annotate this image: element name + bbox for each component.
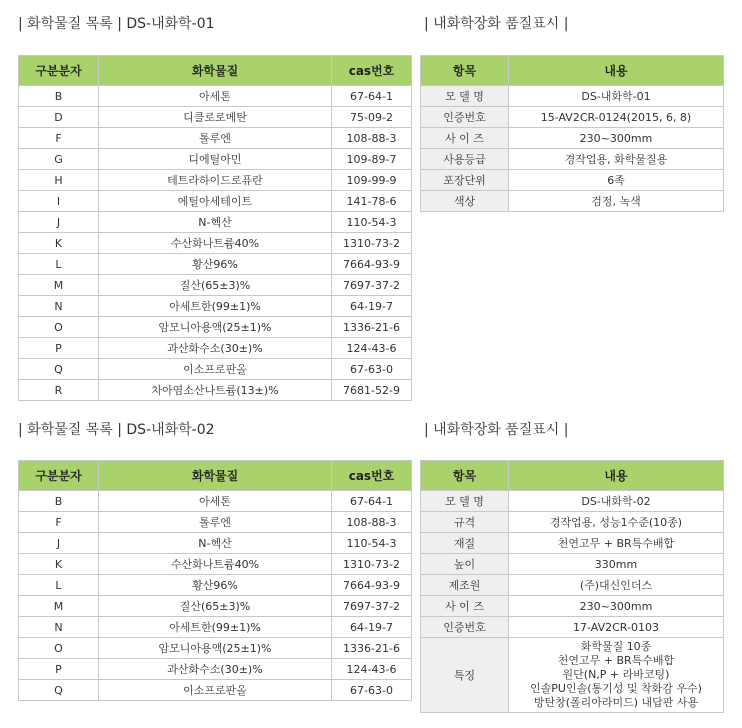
col-header-item: 항목 [421,461,509,491]
category-cell: J [19,533,99,554]
table-row [421,170,724,191]
cas-number-cell: 67-64-1 [332,86,412,107]
item-value-cell: 230~300mm [509,596,724,617]
category-cell: Q [19,359,99,380]
category-cell: F [19,128,99,149]
category-cell: B [19,86,99,107]
item-label-cell: 높이 [421,554,509,575]
table-row [421,596,724,617]
feature-line: 천연고무 + BR특수배합 [557,654,675,667]
chemical-cell: 질산(65±3)% [99,596,332,617]
category-cell: D [19,107,99,128]
cas-number-cell: 67-64-1 [332,491,412,512]
chemical-cell: 이소프로판올 [99,359,332,380]
cas-number-cell: 64-19-7 [332,617,412,638]
quality-label-1-table [420,55,724,212]
chemical-list-1-table [18,55,412,401]
feature-line: 인솔PU인솔(통기성 및 착화감 우수) [530,682,702,695]
table-row [421,86,724,107]
cas-number-cell: 67-63-0 [332,359,412,380]
item-label-cell: 포장단위 [421,170,509,191]
cas-number-cell: 108-88-3 [332,128,412,149]
item-label-cell: 사 이 즈 [421,596,509,617]
chemical-cell: 아세톤 [99,86,332,107]
table-row [19,233,412,254]
item-value-cell: 검정, 녹색 [509,191,724,212]
feature-line: 화학물질 10종 [580,640,652,653]
chemical-cell: 차아염소산나트륨(13±)% [99,380,332,401]
table-row [19,128,412,149]
category-cell: O [19,638,99,659]
table-row [421,149,724,170]
table-row [421,128,724,149]
chemical-cell: 아세트한(99±1)% [99,296,332,317]
cas-number-cell: 1336-21-6 [332,317,412,338]
table-row [421,575,724,596]
category-cell: B [19,491,99,512]
quality-label-2-table [420,460,724,713]
chemical-cell: 수산화나트륨40% [99,233,332,254]
table-row [19,86,412,107]
cas-number-cell: 1336-21-6 [332,638,412,659]
chemical-cell: 아세톤 [99,491,332,512]
item-value-cell: 천연고무 + BR특수배합 [509,533,724,554]
chemical-cell: N-헥산 [99,212,332,233]
category-cell: N [19,617,99,638]
table-row [19,659,412,680]
category-cell: G [19,149,99,170]
cas-number-cell: 110-54-3 [332,533,412,554]
item-value-cell: 6족 [509,170,724,191]
chemical-cell: 톨루엔 [99,512,332,533]
cas-number-cell: 109-89-7 [332,149,412,170]
chemical-cell: 수산화나트륨40% [99,554,332,575]
category-cell: J [19,212,99,233]
item-value-cell: DS-내화학-01 [509,86,724,107]
item-label-cell: 색상 [421,191,509,212]
category-cell: P [19,338,99,359]
col-header-cas: cas번호 [332,461,412,491]
chemical-cell: 아세트한(99±1)% [99,617,332,638]
cas-number-cell: 7681-52-9 [332,380,412,401]
table-row [19,533,412,554]
table-row [19,380,412,401]
table-row [19,317,412,338]
item-label-cell: 모 델 명 [421,86,509,107]
category-cell: L [19,575,99,596]
category-cell: F [19,512,99,533]
table-row [19,575,412,596]
item-value-cell: DS-내화학-02 [509,491,724,512]
chemical-list-2-title: | 화학물질 목록 | DS-내화학-02 [18,422,215,438]
table-row [421,107,724,128]
cas-number-cell: 124-43-6 [332,338,412,359]
col-header-item: 항목 [421,56,509,86]
chemical-cell: N-헥산 [99,533,332,554]
item-label-cell: 사용등급 [421,149,509,170]
item-label-cell: 재질 [421,533,509,554]
cas-number-cell: 108-88-3 [332,512,412,533]
chemical-cell: 테트라하이드로퓨란 [99,170,332,191]
cas-number-cell: 141-78-6 [332,191,412,212]
chemical-cell: 질산(65±3)% [99,275,332,296]
col-header-chemical: 화학물질 [99,56,332,86]
col-header-cas: cas번호 [332,56,412,86]
cas-number-cell: 64-19-7 [332,296,412,317]
item-value-cell: 330mm [509,554,724,575]
chemical-cell: 에틸아세테이트 [99,191,332,212]
chemical-cell: 톨루엔 [99,128,332,149]
table-row [19,275,412,296]
col-header-category: 구분분자 [19,461,99,491]
table-row [19,149,412,170]
col-header-chemical: 화학물질 [99,461,332,491]
category-cell: H [19,170,99,191]
category-cell: R [19,380,99,401]
feature-line: 방탄창(폴리아라미드) 내답판 사용 [533,696,699,709]
category-cell: K [19,554,99,575]
item-value-cell: 230~300mm [509,128,724,149]
chemical-cell: 과산화수소(30±)% [99,338,332,359]
chemical-cell: 암모니아용액(25±1)% [99,638,332,659]
table-row [19,338,412,359]
cas-number-cell: 67-63-0 [332,680,412,701]
chemical-cell: 디에틸아민 [99,149,332,170]
item-label-cell: 모 델 명 [421,491,509,512]
item-value-cell: 경작업용, 성능1수준(10종) [509,512,724,533]
item-label-cell: 제조원 [421,575,509,596]
cas-number-cell: 110-54-3 [332,212,412,233]
item-value-cell: 15-AV2CR-0124(2015, 6, 8) [509,107,724,128]
table-row [19,107,412,128]
cas-number-cell: 7664-93-9 [332,575,412,596]
category-cell: M [19,275,99,296]
features-label: 특징 [421,638,509,713]
cas-number-cell: 7697-37-2 [332,275,412,296]
feature-line: 원단(N,P + 라바코팅) [562,668,670,681]
category-cell: N [19,296,99,317]
table-row [19,596,412,617]
cas-number-cell: 1310-73-2 [332,233,412,254]
table-row [19,491,412,512]
table-row [19,191,412,212]
col-header-content: 내용 [509,461,724,491]
category-cell: Q [19,680,99,701]
cas-number-cell: 124-43-6 [332,659,412,680]
table-row [19,617,412,638]
item-label-cell: 인증번호 [421,107,509,128]
chemical-cell: 디클로로메탄 [99,107,332,128]
chemical-cell: 황산96% [99,254,332,275]
item-label-cell: 사 이 즈 [421,128,509,149]
table-row [421,512,724,533]
table-row [19,212,412,233]
col-header-content: 내용 [509,56,724,86]
item-value-cell: (주)대신인더스 [509,575,724,596]
item-label-cell: 규격 [421,512,509,533]
category-cell: P [19,659,99,680]
chemical-list-2-table [18,460,412,701]
table-row [421,491,724,512]
table-row [19,638,412,659]
category-cell: O [19,317,99,338]
table-row [19,680,412,701]
table-row [421,554,724,575]
table-row [19,296,412,317]
cas-number-cell: 1310-73-2 [332,554,412,575]
category-cell: M [19,596,99,617]
quality-label-2-title: | 내화학장화 품질표시 | [424,422,569,438]
chemical-cell: 과산화수소(30±)% [99,659,332,680]
item-value-cell: 17-AV2CR-0103 [509,617,724,638]
table-row [19,554,412,575]
category-cell: I [19,191,99,212]
category-cell: K [19,233,99,254]
table-row [19,170,412,191]
cas-number-cell: 75-09-2 [332,107,412,128]
cas-number-cell: 7697-37-2 [332,596,412,617]
table-row [19,254,412,275]
chemical-list-1-title: | 화학물질 목록 | DS-내화학-01 [18,16,215,32]
cas-number-cell: 7664-93-9 [332,254,412,275]
cas-number-cell: 109-99-9 [332,170,412,191]
table-row [421,191,724,212]
item-value-cell: 경작업용, 화학물질용 [509,149,724,170]
table-row [19,512,412,533]
chemical-cell: 암모니아용액(25±1)% [99,317,332,338]
table-row [19,359,412,380]
item-label-cell: 인증번호 [421,617,509,638]
chemical-cell: 황산96% [99,575,332,596]
features-content [509,638,724,713]
quality-label-1-title: | 내화학장화 품질표시 | [424,16,569,32]
table-row [421,617,724,638]
chemical-cell: 이소프로판올 [99,680,332,701]
features-row [421,638,724,713]
col-header-category: 구분분자 [19,56,99,86]
table-row [421,533,724,554]
category-cell: L [19,254,99,275]
